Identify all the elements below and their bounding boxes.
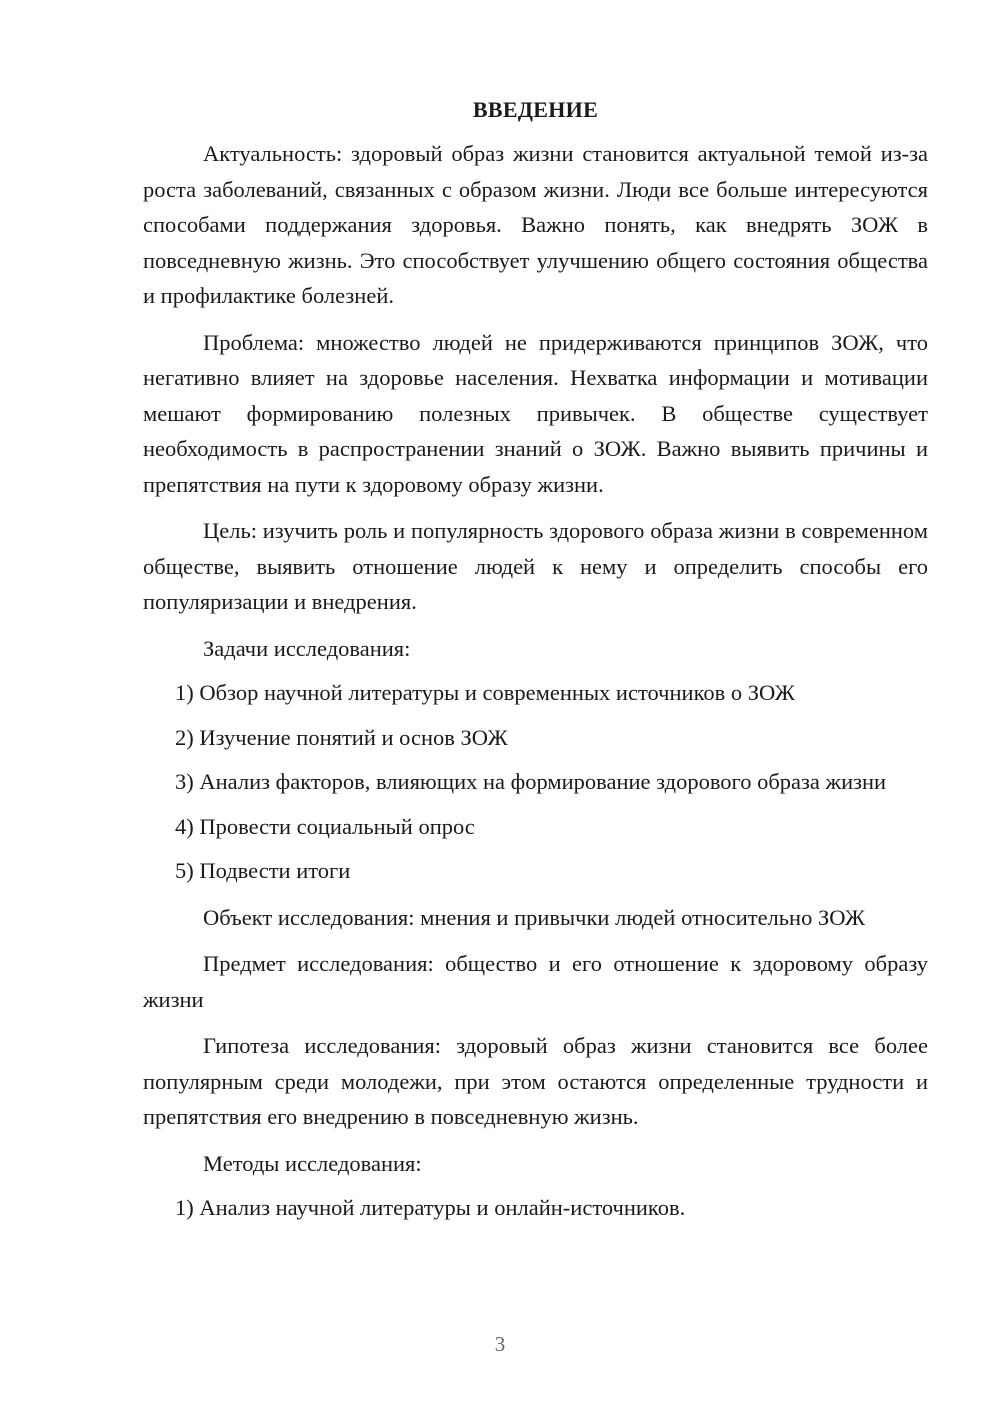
relevance-paragraph: Актуальность: здоровый образ жизни становится актуальной темой из-за роста заболеваний, связанных с образом жизни. Люди все больше интересуются способами поддержания здоровья. Важно понять, как внедрять ЗОЖ в повседневную жизнь. Это способствует улучшению общего состояния общества и профилактике болезней.	[143, 141, 928, 308]
task-item: 5) Подвести итоги	[175, 858, 351, 883]
hypothesis-paragraph: Гипотеза исследования: здоровый образ жизни становится все более популярным среди молодежи, при этом остаются определенные трудности и препятствия его внедрению в повседневную жизнь.	[143, 1033, 928, 1129]
object-paragraph: Объект исследования: мнения и привычки людей относительно ЗОЖ	[203, 904, 866, 930]
section-title: ВВЕДЕНИЕ	[472, 97, 599, 122]
task-item: 1) Обзор научной литературы и современных источников о ЗОЖ	[175, 680, 795, 705]
problem-paragraph: Проблема: множество людей не придерживаются принципов ЗОЖ, что негативно влияет на здоровье населения. Нехватка информации и мотивации мешают формированию полезных привычек. В обществе существует необходимость в распространении знаний о ЗОЖ. Важно выявить причины и препятствия на пути к здоровому образу жизни.	[143, 329, 928, 497]
task-item: 3) Анализ факторов, влияющих на формирование здорового образа жизни	[175, 769, 887, 794]
subject-paragraph: Предмет исследования: общество и его отношение к здоровому образу жизни	[143, 951, 928, 1012]
goal-paragraph: Цель: изучить роль и популярность здорового образа жизни в современном обществе, выявить отношение людей к нему и определить способы его популяризации и внедрения.	[143, 518, 928, 614]
method-item: 1) Анализ научной литературы и онлайн-источников.	[175, 1195, 686, 1220]
methods-heading: Методы исследования:	[203, 1150, 422, 1176]
page-number: 3	[494, 1332, 506, 1356]
task-item: 4) Провести социальный опрос	[175, 813, 475, 839]
tasks-heading: Задачи исследования:	[203, 635, 411, 661]
task-item: 2) Изучение понятий и основ ЗОЖ	[175, 724, 508, 750]
